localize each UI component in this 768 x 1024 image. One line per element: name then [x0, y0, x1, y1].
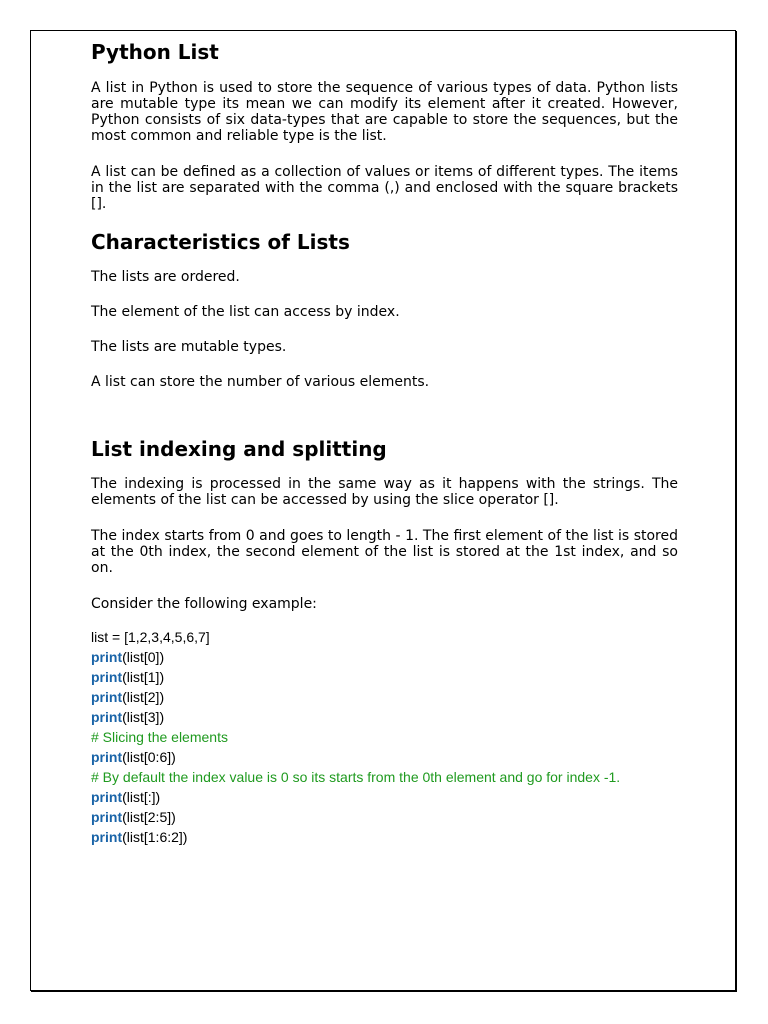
code-keyword: print — [91, 669, 123, 685]
code-line-assignment: list = [1,2,3,4,5,6,7] — [91, 629, 210, 645]
characteristic-item: A list can store the number of various elements. — [91, 374, 430, 390]
characteristic-item: The lists are mutable types. — [91, 339, 287, 355]
code-comment-slicing: # Slicing the elements — [91, 729, 228, 745]
code-example — [91, 627, 678, 847]
code-keyword: print — [91, 829, 123, 845]
code-args: (list[0]) — [122, 649, 165, 665]
code-args: (list[3]) — [122, 709, 165, 725]
code-line-print — [91, 807, 678, 827]
code-args: (list[2:5]) — [122, 809, 176, 825]
characteristic-item: The element of the list can access by index. — [91, 304, 400, 320]
code-line-print — [91, 747, 678, 767]
code-args: (list[:]) — [122, 789, 161, 805]
code-args: (list[1]) — [122, 669, 165, 685]
intro-paragraph-1: A list in Python is used to store the sequence of various types of data. Python lists are mutable type its mean we can modify its element after it created. However, Python consists of six data-types that are capable to store the sequences, but the most common and reliable type is the list. — [91, 80, 678, 144]
code-args: (list[1:6:2]) — [122, 829, 188, 845]
code-keyword: print — [91, 749, 123, 765]
heading-characteristics: Characteristics of Lists — [91, 230, 350, 254]
code-keyword: print — [91, 649, 123, 665]
heading-python-list: Python List — [91, 40, 219, 64]
code-line-print — [91, 827, 678, 847]
code-keyword: print — [91, 709, 123, 725]
code-comment-default-index: # By default the index value is 0 so its starts from the 0th element and go for index -1. — [91, 769, 621, 785]
code-line-print — [91, 707, 678, 727]
code-line-print — [91, 667, 678, 687]
code-line-print — [91, 647, 678, 667]
code-keyword: print — [91, 809, 123, 825]
characteristic-item: The lists are ordered. — [91, 269, 240, 285]
code-keyword: print — [91, 689, 123, 705]
document-content — [91, 38, 678, 847]
intro-paragraph-2: A list can be defined as a collection of values or items of different types. The items in the list are separated with the comma (,) and enclosed with the square brackets []. — [91, 164, 678, 212]
code-line-print — [91, 687, 678, 707]
code-args: (list[0:6]) — [122, 749, 176, 765]
indexing-paragraph-3: Consider the following example: — [91, 596, 317, 612]
indexing-paragraph-1: The indexing is processed in the same way as it happens with the strings. The elements of the list can be accessed by using the slice operator []. — [91, 476, 678, 508]
heading-indexing: List indexing and splitting — [91, 437, 387, 461]
code-line-print — [91, 787, 678, 807]
code-keyword: print — [91, 789, 123, 805]
indexing-paragraph-2: The index starts from 0 and goes to length - 1. The first element of the list is stored at the 0th index, the second element of the list is stored at the 1st index, and so on. — [91, 528, 678, 576]
code-args: (list[2]) — [122, 689, 165, 705]
